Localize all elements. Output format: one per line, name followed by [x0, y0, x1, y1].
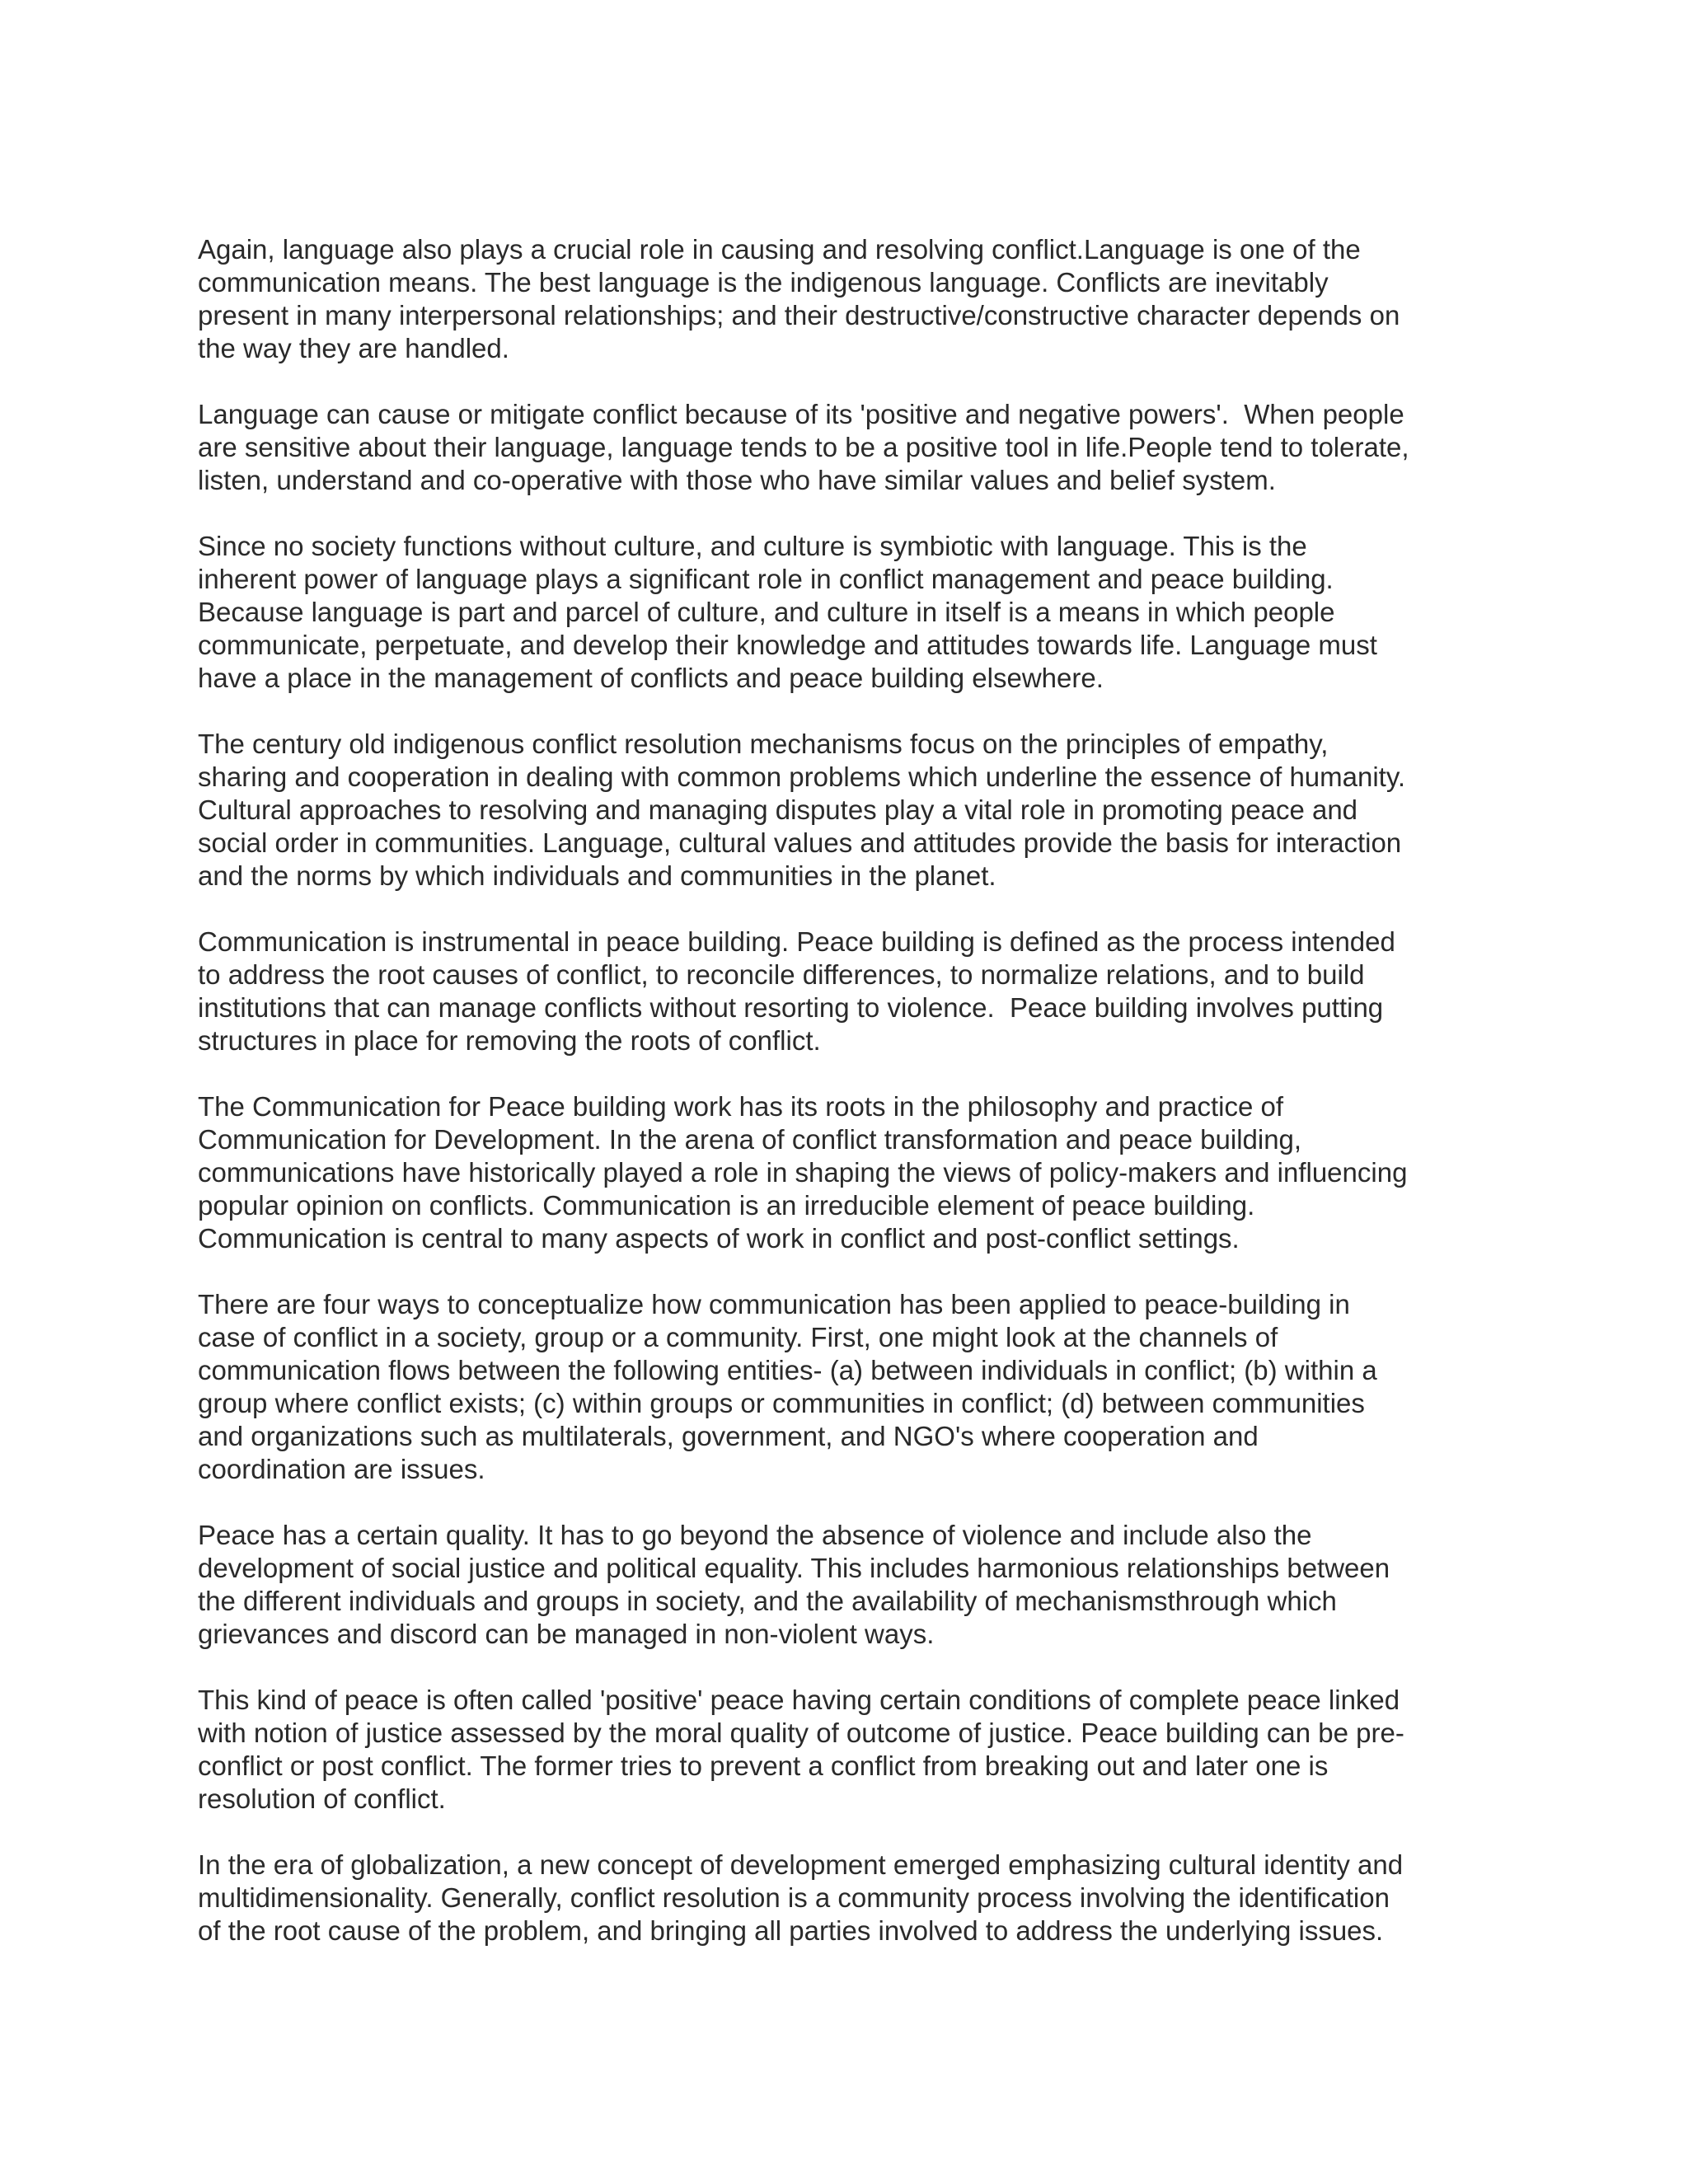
text-line: Communication is instrumental in peace building. Peace building is defined as the process intended [198, 926, 1395, 957]
text-line: This kind of peace is often called 'positive' peace having certain conditions of complete peace linked [198, 1685, 1400, 1715]
text-line: communicate, perpetuate, and develop their knowledge and attitudes towards life. Language must [198, 630, 1377, 660]
text-line: Peace has a certain quality. It has to go beyond the absence of violence and include also the [198, 1520, 1312, 1550]
text-line: social order in communities. Language, cultural values and attitudes provide the basis for interaction [198, 827, 1402, 858]
document-body [198, 233, 1484, 1980]
text-line: multidimensionality. Generally, conflict resolution is a community process involving the identification [198, 1882, 1390, 1913]
text-line: case of conflict in a society, group or a community. First, one might look at the channels of [198, 1322, 1278, 1352]
paragraph-1 [198, 233, 1484, 365]
text-line: structures in place for removing the roots of conflict. [198, 1025, 821, 1056]
text-line: are sensitive about their language, language tends to be a positive tool in life.People tend to tolerate, [198, 432, 1409, 462]
paragraph-5 [198, 926, 1484, 1057]
text-line: have a place in the management of conflicts and peace building elsewhere. [198, 663, 1104, 693]
text-line: communications have historically played a role in shaping the views of policy-makers and influencing [198, 1157, 1408, 1188]
paragraph-3 [198, 530, 1484, 695]
text-line: communication flows between the following entities- (a) between individuals in conflict; (b) within a [198, 1355, 1377, 1385]
text-line: present in many interpersonal relationships; and their destructive/constructive character depends on [198, 300, 1400, 330]
text-line: the different individuals and groups in society, and the availability of mechanismsthrough which [198, 1586, 1337, 1616]
text-line: communication means. The best language is the indigenous language. Conflicts are inevitably [198, 267, 1329, 298]
text-line: popular opinion on conflicts. Communication is an irreducible element of peace building. [198, 1190, 1255, 1221]
text-line: In the era of globalization, a new concept of development emerged emphasizing cultural identity and [198, 1849, 1404, 1880]
text-line: Communication is central to many aspects of work in conflict and post-conflict settings. [198, 1223, 1240, 1254]
text-line: listen, understand and co-operative with those who have similar values and belief system. [198, 465, 1276, 495]
text-line: sharing and cooperation in dealing with common problems which underline the essence of humanity. [198, 762, 1406, 792]
text-line: institutions that can manage conflicts without resorting to violence. Peace building involves putting [198, 992, 1384, 1023]
text-line: The Communication for Peace building work has its roots in the philosophy and practice of [198, 1091, 1284, 1122]
text-line: coordination are issues. [198, 1454, 485, 1484]
text-line: and organizations such as multilaterals, government, and NGO's where cooperation and [198, 1421, 1259, 1451]
text-line: development of social justice and political equality. This includes harmonious relationships between [198, 1553, 1390, 1583]
paragraph-6 [198, 1090, 1484, 1255]
text-line: grievances and discord can be managed in non-violent ways. [198, 1619, 935, 1649]
text-line: resolution of conflict. [198, 1783, 446, 1814]
text-line: Again, language also plays a crucial role in causing and resolving conflict.Language is one of the [198, 234, 1361, 265]
text-line: to address the root causes of conflict, to reconcile differences, to normalize relations, and to build [198, 959, 1365, 990]
text-line: the way they are handled. [198, 333, 509, 363]
text-line: of the root cause of the problem, and bringing all parties involved to address the underlying issues. [198, 1915, 1384, 1946]
text-line: with notion of justice assessed by the moral quality of outcome of justice. Peace building can be pre- [198, 1718, 1404, 1748]
text-line: conflict or post conflict. The former tries to prevent a conflict from breaking out and later one is [198, 1750, 1329, 1781]
paragraph-2 [198, 398, 1484, 497]
text-line: group where conflict exists; (c) within groups or communities in conflict; (d) between communities [198, 1388, 1365, 1418]
text-line: and the norms by which individuals and communities in the planet. [198, 860, 996, 891]
paragraph-8 [198, 1519, 1484, 1651]
text-line: Communication for Development. In the arena of conflict transformation and peace building, [198, 1124, 1302, 1155]
paragraph-4 [198, 728, 1484, 893]
text-line: inherent power of language plays a significant role in conflict management and peace building. [198, 564, 1334, 594]
text-line: Cultural approaches to resolving and managing disputes play a vital role in promoting peace and [198, 794, 1358, 825]
text-line: Because language is part and parcel of culture, and culture in itself is a means in which people [198, 597, 1335, 627]
text-line: The century old indigenous conflict resolution mechanisms focus on the principles of empathy, [198, 729, 1329, 759]
paragraph-7 [198, 1288, 1484, 1486]
paragraph-10 [198, 1849, 1484, 1947]
text-line: Language can cause or mitigate conflict because of its 'positive and negative powers'. When people [198, 399, 1404, 429]
paragraph-9 [198, 1684, 1484, 1816]
text-line: Since no society functions without culture, and culture is symbiotic with language. This is the [198, 531, 1307, 561]
text-line: There are four ways to conceptualize how communication has been applied to peace-building in [198, 1289, 1350, 1319]
